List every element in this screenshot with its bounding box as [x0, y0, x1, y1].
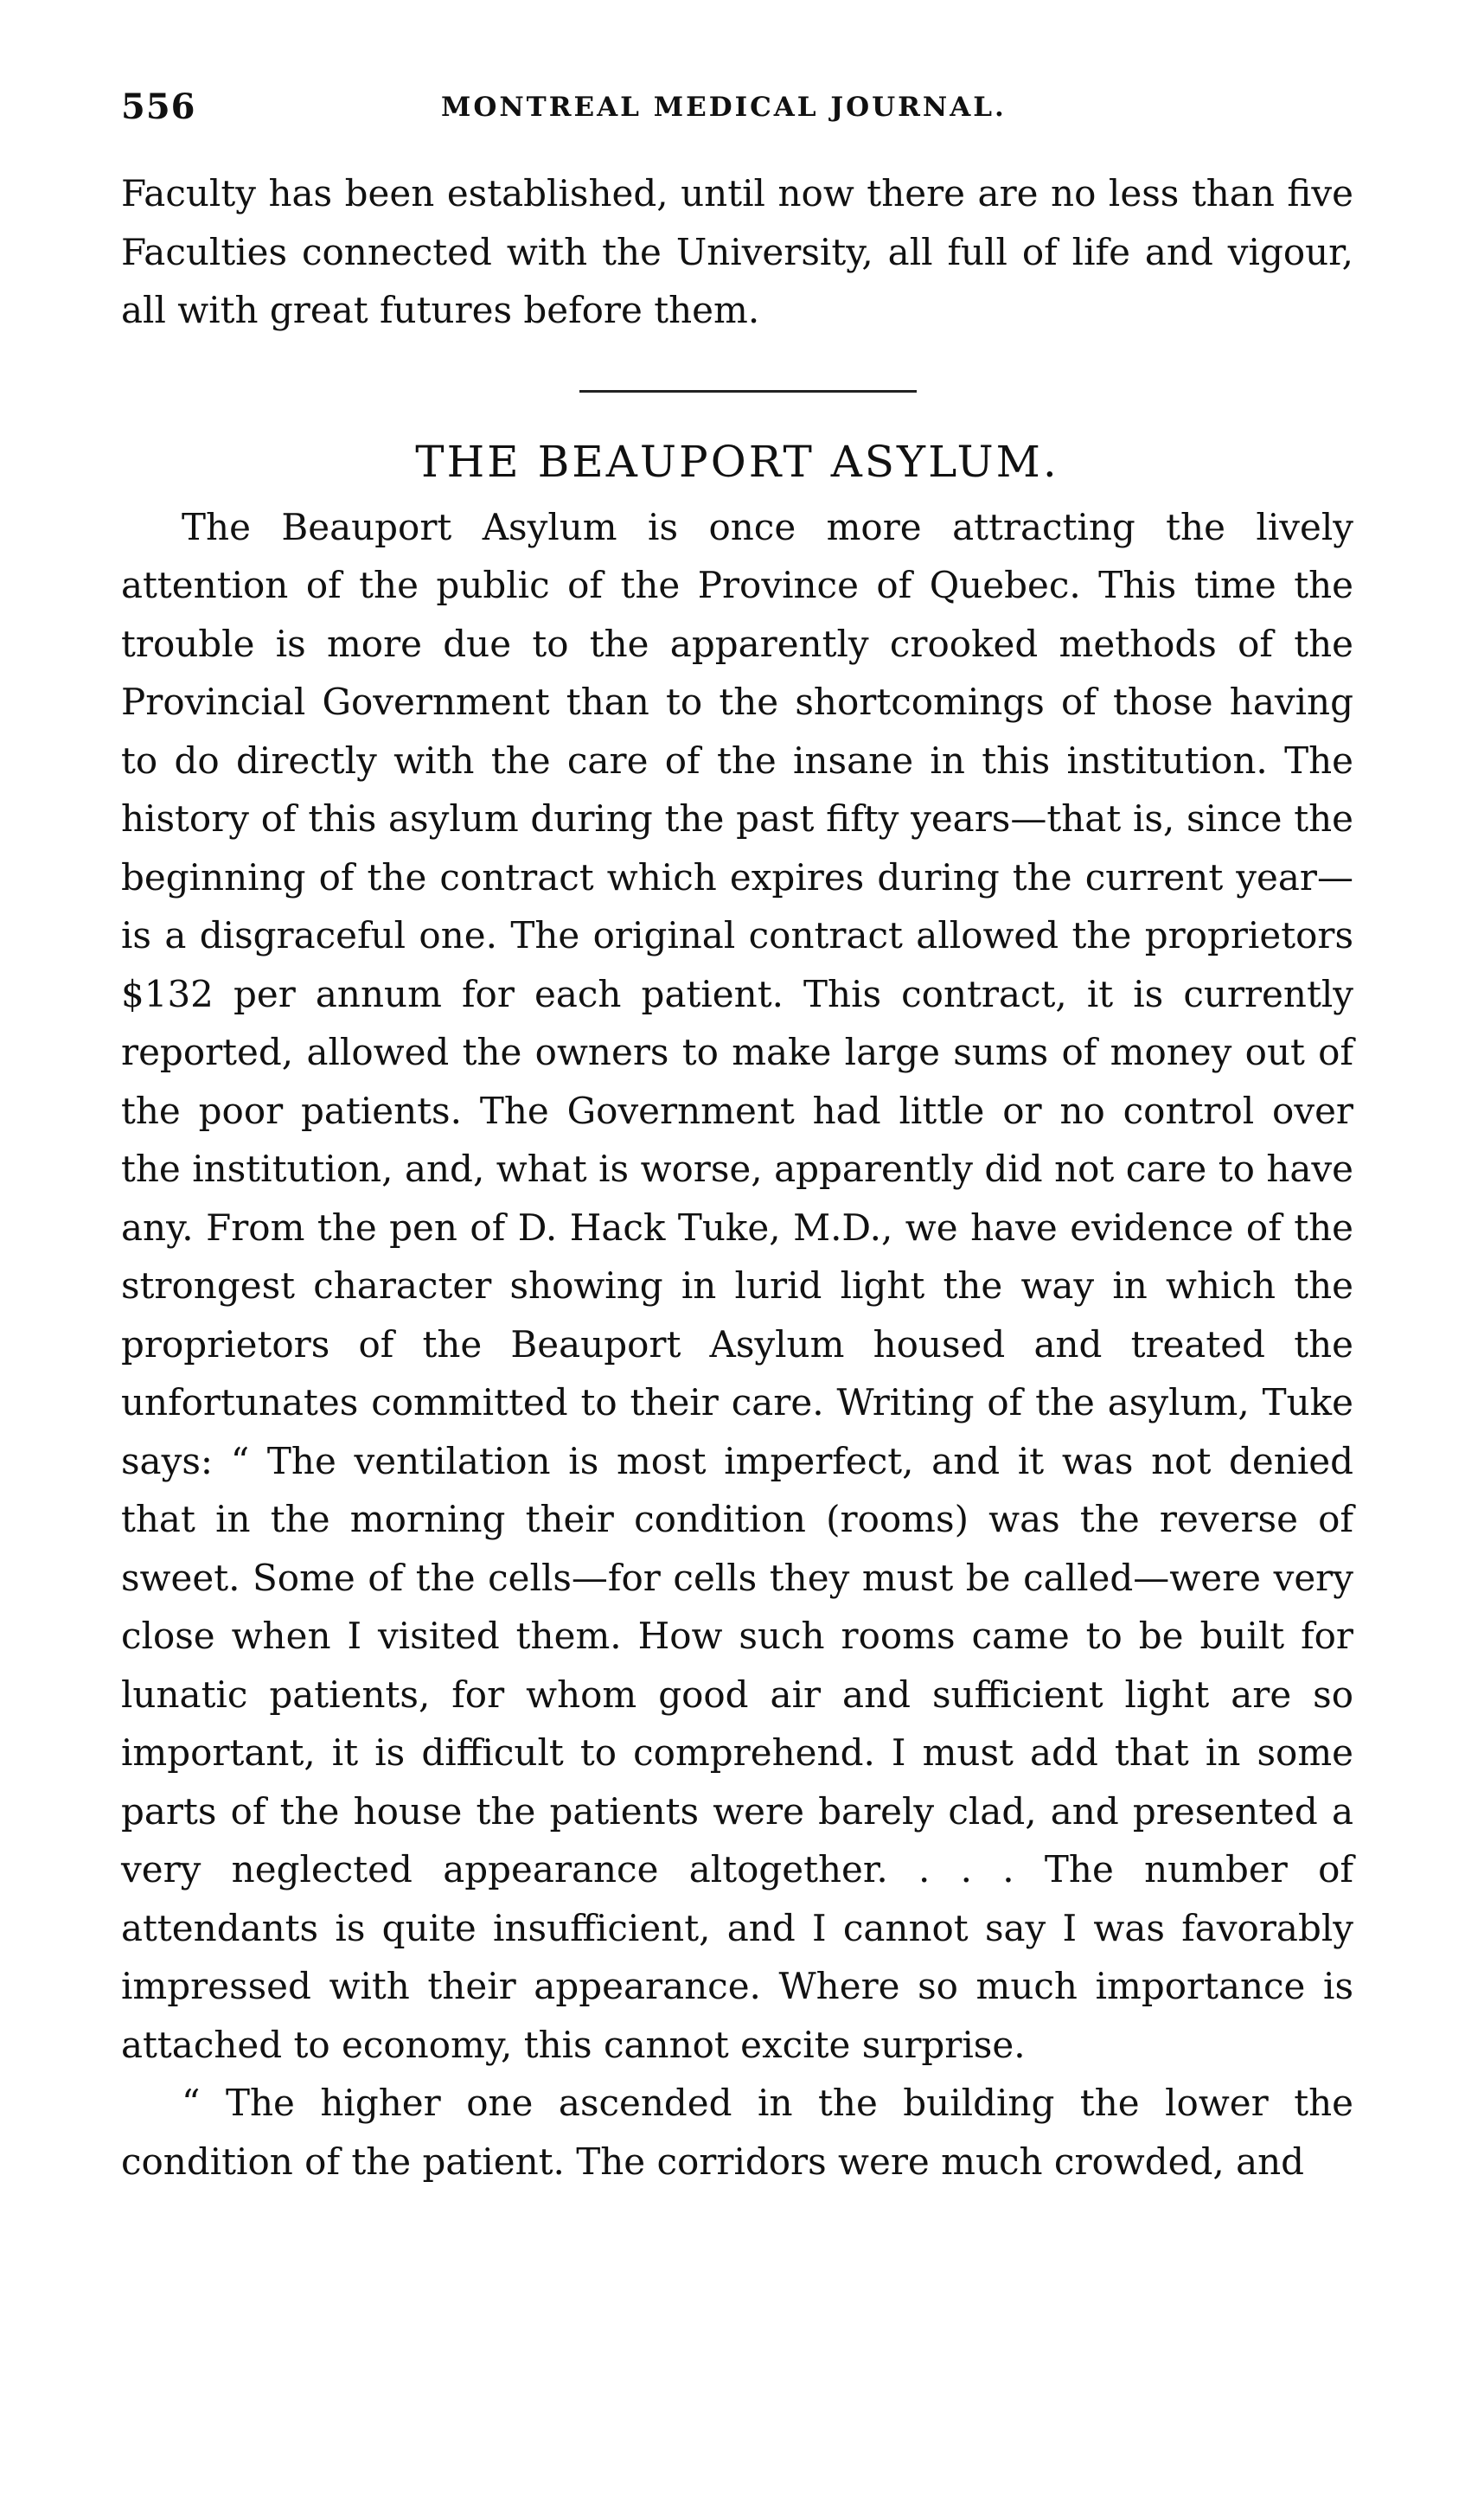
body-paragraph: The Beauport Asylum is once more attracting the lively attention of the public of the Province of Quebec. This time the trouble is more due to the apparently crooked methods of the Provincial Government than to the shortcomings of those having to do directly with the care of the insane in this institution. The history of this asylum during the past fifty years—that is, since the beginning of the contract which expires during the current year—is a disgraceful one. The original contract allowed the proprietors $132 per annum for each patient. This contract, it is currently reported, allowed the owners to make large sums of money out of the poor patients. The Government had little or no control over the institution, and, what is worse, apparently did not care to have any. From the pen of D. Hack Tuke, M.D., we have evidence of the strongest character showing in lurid light the way in which the proprietors of the Beauport Asylum housed and treated the unfortunates committed to their care. Writing of the asylum, Tuke says: “ The ventilation is most imperfect, and it was not denied that in the morning their condition (rooms) was the reverse of sweet. Some of the cells—for cells they must be called—were very close when I visited them. How such rooms came to be built for lunatic patients, for whom good air and sufficient light are so important, it is difficult to comprehend. I must add that in some parts of the house the patients were barely clad, and presented a very neglected appearance altogether. . . . The number of attendants is quite insufficient, and I cannot say I was favorably impressed with their appearance. Where so much importance is attached to economy, this cannot excite surprise.: [121, 505, 1353, 2066]
journal-page: [121, 86, 1353, 2191]
running-head: [121, 86, 1353, 138]
section-divider: [579, 390, 917, 393]
intro-paragraph: Faculty has been established, until now there are no less than five Faculties connected with the University, all full of life and vigour, all with great futures before them.: [121, 172, 1353, 331]
body-paragraph: “ The higher one ascended in the building the lower the condition of the patient. The corridors were much crowded, and: [121, 2082, 1353, 2183]
journal-title: MONTREAL MEDICAL JOURNAL.: [441, 92, 1007, 123]
page-number: 556: [121, 86, 196, 127]
section-title: THE BEAUPORT ASYLUM.: [415, 436, 1059, 487]
